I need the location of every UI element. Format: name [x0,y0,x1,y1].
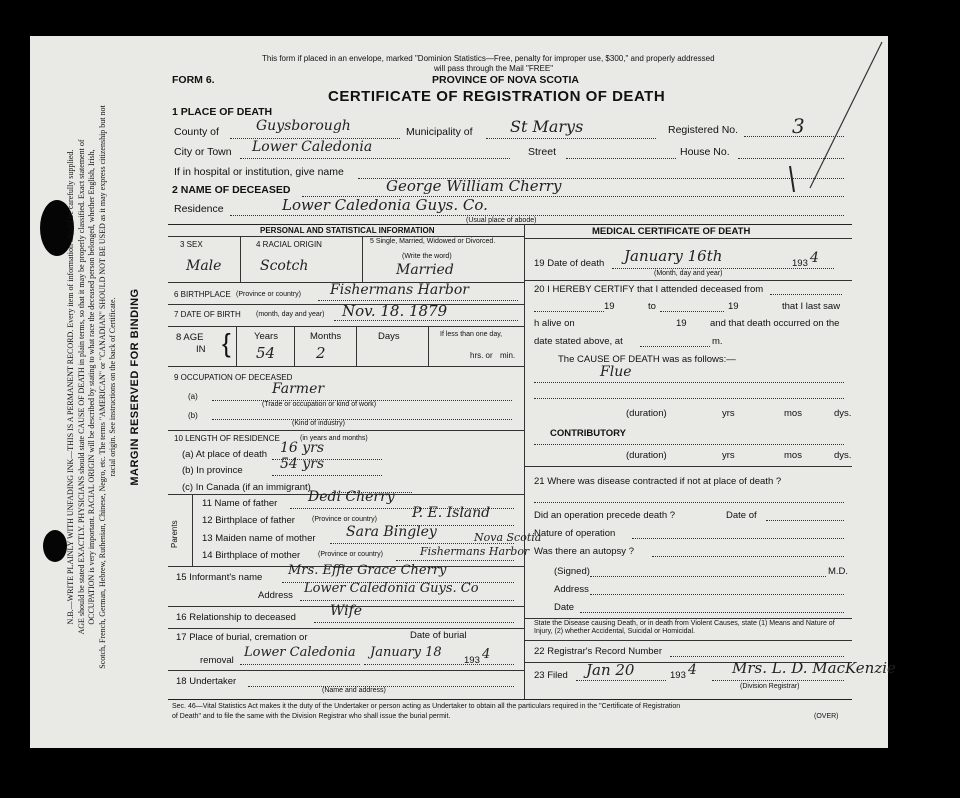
line [652,556,844,557]
rule [168,366,524,367]
registered-value: 3 [792,114,805,138]
form-number: FORM 6. [172,74,215,86]
cause-line-1 [534,382,844,383]
registrar-signature: Mrs. L. D. MacKenzie [732,659,896,677]
rule [524,238,852,239]
informant-value: Mrs. Effie Grace Cherry [288,563,447,578]
age-in: IN [196,344,206,355]
operation-label: Did an operation precede death ? [534,510,676,521]
city-label: City or Town [174,146,232,158]
from-year: 19 [604,301,615,312]
contrib-line [534,444,844,445]
nature-label: Nature of operation [534,528,616,539]
dys-label-2: dys. [834,450,852,461]
dob-line [334,320,518,321]
signed-label: (Signed) [554,566,590,577]
burial-label: 17 Place of burial, cremation or [176,632,308,643]
rule [524,466,852,467]
burial-date-line [364,664,514,665]
date-death-hint: (Month, day and year) [654,270,723,277]
line [632,538,844,539]
dys-label: dys. [834,408,852,419]
date-of-label: Date of [726,510,757,521]
burial-place-value: Lower Caledonia [244,645,356,660]
yrs-label-2: yrs [722,450,735,461]
occ-b: (b) [188,411,198,420]
mother-bp-value: Fishermans Harbor [420,545,530,558]
date-stated: date stated above, at [534,336,623,347]
racial-value: Scotch [260,258,309,274]
less-than-day: If less than one day, [440,331,503,338]
cause-label: The CAUSE OF DEATH was as follows:— [558,354,736,365]
father-bp-label: 12 Birthplace of father [202,515,295,526]
footer-over: (OVER) [814,713,839,720]
place-of-death-heading: 1 PLACE OF DEATH [172,106,273,118]
alive-year: 19 [676,318,687,329]
date-death-label: 19 Date of death [534,258,605,269]
city-line [240,158,510,159]
age-brace: { [222,328,231,358]
residence-label: Residence [174,203,224,215]
occ-b-line [212,419,512,420]
racial-label: 4 RACIAL ORIGIN [256,240,322,249]
marital-value: Married [396,262,454,278]
occupation-value: Farmer [272,381,325,397]
date-burial-label: Date of burial [410,630,467,641]
line [712,680,844,681]
years-label: Years [254,331,278,342]
to-label: to [648,301,656,312]
dob-hint: (month, day and year) [256,311,325,318]
mother-label: 13 Maiden name of mother [202,533,316,544]
margin-line: OCCUPATION is very important. RACIAL ORIGIN will be described by stating to what race the deceased person belonged, whether English, Irish, [86,149,96,625]
line [660,311,724,312]
yrs-label: yrs [722,408,735,419]
filed-year-prefix: 193 [670,670,686,681]
relationship-line [314,622,514,623]
occurred-on: and that death occurred on the [710,318,840,329]
certify-text: 20 I HEREBY CERTIFY that I attended deceased from [534,284,764,295]
table-bottom-rule [168,699,852,700]
informant-label: 15 Informant's name [176,572,263,583]
binding-margin [60,55,146,720]
rule [168,628,524,629]
res-b-value: 54 yrs [280,456,325,472]
q21-label: 21 Where was disease contracted if not at place of death ? [534,476,782,487]
residence-length-label: 10 LENGTH OF RESIDENCE [174,434,280,443]
burial-year-prefix: 193 [464,655,480,666]
filed-label: 23 Filed [534,670,568,681]
occ-b-hint: (Kind of industry) [292,420,345,427]
line [766,520,844,521]
res-b-label: (b) In province [182,465,243,476]
rule [524,640,852,641]
hrs-label: hrs. or [470,351,493,360]
months-label: Months [310,331,342,342]
tick-mark [786,164,800,194]
duration-label: (duration) [626,408,667,419]
line [576,680,666,681]
street-line [566,158,676,159]
father-bp-hint: (Province or country) [312,516,377,523]
marital-label: 5 Single, Married, Widowed or Divorced. [370,238,496,245]
sex-value: Male [186,258,222,274]
min-label: min. [500,351,516,360]
mail-notice: This form if placed in an envelope, marked "Dominion Statistics—Free, penalty for improper use, $300," and properly addressed [262,54,715,63]
days-label: Days [378,331,400,342]
violent-note: State the Disease causing Death, or in death from Violent Causes, state (1) Means and Nature of Injury, (2) whether Accidental, Suicidal or Homicidal. [534,620,835,635]
mos-label: mos [784,408,802,419]
duration-label-2: (duration) [626,450,667,461]
birthplace-line [318,300,518,301]
rule [428,326,429,366]
city-value: Lower Caledonia [252,139,373,155]
municipality-value: St Marys [510,117,584,136]
rule [168,430,524,431]
burial-year-value: 4 [482,647,491,662]
age-label: 8 AGE [176,332,204,343]
mail-notice-2: will pass through the Mail "FREE" [434,64,554,73]
margin-line: racial origin. See instructions on the back of Certificate. [107,297,117,477]
alive-on: h alive on [534,318,575,329]
father-label: 11 Name of father [202,498,278,509]
division-registrar-label: (Division Registrar) [740,683,800,690]
municipality-line [486,138,656,139]
res-c-label: (c) In Canada (if an immigrant) [182,482,311,493]
dob-label: 7 DATE OF BIRTH [174,310,241,319]
line [640,346,710,347]
q21-line [534,502,844,503]
rule [294,326,295,366]
mother-bp-line [396,560,514,561]
occ-a-hint: (Trade or occupation or kind of work) [262,401,377,408]
parents-label: Parents [170,520,179,548]
burial-place-line [240,664,360,665]
name-address-hint: (Name and address) [322,687,386,694]
page-title: CERTIFICATE OF REGISTRATION OF DEATH [328,88,666,105]
years-value: 54 [256,344,276,362]
address-label-med: Address [554,584,589,595]
address-value: Lower Caledonia Guys. Co [304,581,479,596]
date-label-med: Date [554,602,575,613]
province-title: PROVINCE OF NOVA SCOTIA [432,74,580,86]
occ-a: (a) [188,392,198,401]
occupation-label: 9 OCCUPATION OF DECEASED [174,373,293,382]
contributory-label: CONTRIBUTORY [550,428,626,439]
mother-bp-label: 14 Birthplace of mother [202,550,301,561]
birthplace-label: 6 BIRTHPLACE [174,290,231,299]
municipality-label: Municipality of [406,126,473,138]
residence-line [230,215,844,216]
rule [356,326,357,366]
burial-date-value: January 18 [370,645,442,660]
county-value: Guysborough [256,118,351,134]
father-value: Dedi Cherry [308,489,395,505]
rule [524,280,852,281]
marital-hint: (Write the word) [402,253,452,260]
rule [236,326,237,366]
rule [192,494,193,566]
birthplace-hint: (Province or country) [236,291,301,298]
sex-label: 3 SEX [180,240,203,249]
date-death-value: January 16th [624,247,723,265]
residence-length-hint: (in years and months) [300,435,368,442]
birthplace-value: Fishermans Harbor [330,282,469,298]
res-b-line [272,475,382,476]
md-label: M.D. [828,566,849,577]
line [590,576,826,577]
margin-line: N.B.—WRITE PLAINLY WITH UNFADING INK—THIS IS A PERMANENT RECORD. Every item of information should be carefully supplied. [65,149,75,625]
hospital-label: If in hospital or institution, give name [174,166,344,178]
medical-heading: MEDICAL CERTIFICATE OF DEATH [592,226,751,237]
rule [168,670,524,671]
rule [240,236,241,282]
county-label: County of [174,126,219,138]
line [534,311,604,312]
footer-line-2: of Death" and to file the same with the Division Registrar who shall issue the burial permit. [172,713,451,720]
filed-year-value: 4 [688,662,697,678]
autopsy-label: Was there an autopsy ? [534,546,634,557]
usual-place-hint: (Usual place of abode) [466,217,537,224]
deceased-name: George William Cherry [386,177,562,195]
cause-line-2 [534,398,844,399]
footer-line-1: Sec. 46—Vital Statistics Act makes it the duty of the Undertaker or person acting as Undertaker to obtain all the particulars required in the "Certificate of Registration [172,703,681,710]
deceased-heading: 2 NAME OF DECEASED [172,184,291,196]
father-bp-value: P. E. Island [412,505,491,521]
street-label: Street [528,146,557,158]
mother-value: Sara Bingley [346,524,437,540]
mother-bp-hint: (Province or country) [318,551,383,558]
year-value: 4 [810,250,819,266]
undertaker-label: 18 Undertaker [176,676,237,687]
certificate-paper [30,36,888,748]
rule [168,236,524,237]
removal-label: removal [200,655,234,666]
relationship-label: 16 Relationship to deceased [176,612,296,623]
last-saw: that I last saw [782,301,841,312]
m-label: m. [712,336,723,347]
rule [168,326,524,327]
line [590,594,844,595]
months-value: 2 [316,344,326,362]
year-prefix: 193 [792,258,808,269]
registrar-no-label: 22 Registrar's Record Number [534,646,662,657]
mother-bp-value-2: Nova Scotia [474,531,542,544]
rule [362,236,363,282]
filed-value: Jan 20 [586,661,635,679]
res-a-label: (a) At place of death [182,449,268,460]
res-a-value: 16 yrs [280,440,325,456]
margin-line: Scotch, French, German, Hebrew, Ruthenian, Chinese, Negro, etc. The terms "AMERICAN" or "CANADIAN" SHOULD NOT BE USED as it may express citizenship but not [97,105,107,669]
cause-value: Flue [600,364,632,380]
relationship-value: Wife [330,603,363,619]
residence-value: Lower Caledonia Guys. Co. [282,196,488,214]
house-label: House No. [680,146,730,158]
address-line [300,600,514,601]
to-year: 19 [728,301,739,312]
dob-value: Nov. 18. 1879 [342,302,448,320]
center-divider [524,224,525,699]
line [580,612,844,613]
line [670,656,844,657]
mos-label-2: mos [784,450,802,461]
margin-line: AGE should be stated EXACTLY. PHYSICIANS should state CAUSE OF DEATH in plain terms, so that it may be properly classified. Exact statement of [76,139,86,635]
personal-heading: PERSONAL AND STATISTICAL INFORMATION [260,226,435,235]
rule [524,618,852,619]
certify-line [770,294,842,295]
margin-instructions [66,55,141,720]
table-top-rule [168,224,852,225]
registered-label: Registered No. [668,124,739,136]
margin-title: MARGIN RESERVED FOR BINDING [128,288,141,486]
address-label: Address [258,590,293,601]
